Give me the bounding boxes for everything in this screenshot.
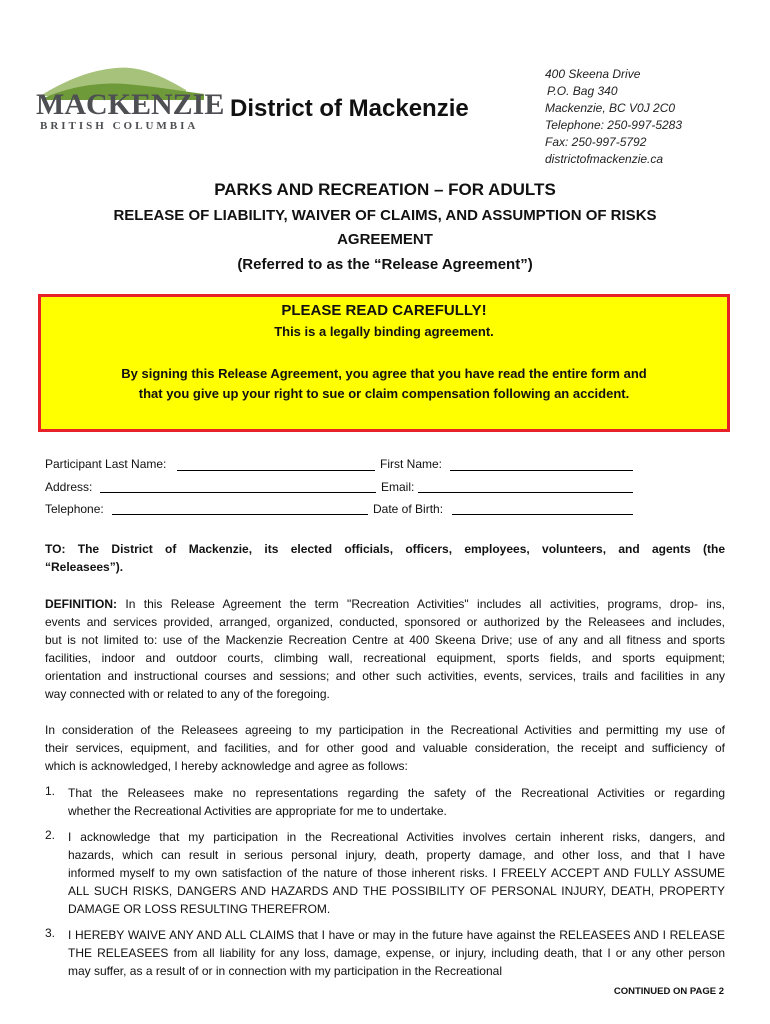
telephone-line: Telephone: 250-997-5283 [545, 118, 683, 132]
page-title: PARKS AND RECREATION – FOR ADULTS [214, 180, 556, 199]
address-label: Address: [45, 480, 93, 494]
telephone-label: Telephone: [45, 502, 104, 516]
definition-line: facilities, indoor and outdoor courts, climbing wall, recreational equipment, sports fields, and sports equipment; [45, 651, 725, 665]
district-name: District of Mackenzie [230, 95, 469, 122]
warning-line-1: By signing this Release Agreement, you agree that you have read the entire form and [121, 366, 647, 381]
definition-line: orientation and instructional courses and sessions; and other such activities, events, services, trails and facilities in any [45, 669, 725, 683]
address-line: 400 Skeena Drive [545, 67, 641, 81]
warning-heading: PLEASE READ CAREFULLY! [281, 302, 487, 319]
definition-line: events and services provided, arranged, organized, conducted, sponsored or authorized by the Releasees and includes, [45, 615, 725, 629]
website-link[interactable]: districtofmackenzie.ca [545, 152, 664, 166]
warning-line-2: that you give up your right to sue or claim compensation following an accident. [138, 386, 630, 401]
item-1-line: That the Releasees make no representations regarding the safety of the Recreational Activities or regarding [68, 786, 725, 800]
dob-label: Date of Birth: [373, 502, 444, 516]
to-line-1: TO: The District of Mackenzie, its elected officials, officers, employees, volunteers, and agents (the [45, 542, 725, 556]
referred-as: (Referred to as the “Release Agreement”) [237, 256, 533, 273]
item-2-line: I acknowledge that my participation in the Recreational Activities involves certain inherent risks, dangers, and [68, 830, 725, 844]
definition-line [45, 595, 725, 613]
item-3-line: THE RELEASEES from all liability for any loss, damage, expense, or injury, including death, that I or any other person [68, 946, 725, 960]
item-3-line: I HEREBY WAIVE ANY AND ALL CLAIMS that I have or may in the future have against the RELEASEES AND I RELEASE [68, 928, 725, 942]
address-field[interactable] [100, 492, 376, 493]
item-1-line: whether the Recreational Activities are appropriate for me to undertake. [68, 804, 447, 818]
mackenzie-logo [36, 60, 225, 136]
subtitle-line-2: AGREEMENT [337, 231, 433, 248]
item-2-line: ALL SUCH RISKS, DANGERS AND HAZARDS AND THE POSSIBILITY OF PERSONAL INJURY, DEATH, PROPERTY [68, 884, 725, 898]
address-block [545, 66, 682, 168]
telephone-field[interactable] [112, 514, 368, 515]
logo-subtitle: BRITISH COLUMBIA [40, 120, 199, 132]
to-line-2: “Releasees”). [45, 560, 124, 574]
subtitle-line-1: RELEASE OF LIABILITY, WAIVER OF CLAIMS, AND ASSUMPTION OF RISKS [113, 207, 657, 224]
consideration-line: In consideration of the Releasees agreeing to my participation in the Recreational Activities and permitting my use of [45, 723, 725, 737]
dob-field[interactable] [452, 514, 633, 515]
continued-note: CONTINUED ON PAGE 2 [613, 986, 724, 997]
item-number: 1. [45, 784, 56, 798]
consideration-line: which is acknowledged, I hereby acknowledge and agree as follows: [45, 759, 408, 773]
item-number: 3. [45, 926, 56, 940]
item-2-line: informed myself to my own satisfaction of the nature of those inherent risks. I FREELY ACCEPT AND FULLY ASSUME [68, 866, 725, 880]
consideration-line: their services, equipment, and facilities, and for other good and valuable consideration, the receipt and sufficiency of [45, 741, 725, 755]
first-name-label: First Name: [380, 457, 443, 471]
last-name-label: Participant Last Name: [45, 457, 167, 471]
warning-box [38, 294, 730, 432]
email-field[interactable] [418, 492, 633, 493]
definition-label: DEFINITION: [45, 597, 117, 611]
definition-line: way connected with or related to any of the foregoing. [45, 687, 330, 701]
definition-text: In this Release Agreement the term "Recreation Activities" includes all activities, programs, drop- ins, [117, 597, 725, 611]
email-label: Email: [381, 480, 415, 494]
item-number: 2. [45, 828, 56, 842]
definition-line: but is not limited to: use of the Mackenzie Recreation Centre at 400 Skeena Drive; use of any and all fitness and sports [45, 633, 725, 647]
logo-name: MACKENZIE [36, 88, 225, 121]
address-line: Mackenzie, BC V0J 2C0 [545, 101, 676, 115]
warning-binding: This is a legally binding agreement. [274, 324, 494, 339]
first-name-field[interactable] [450, 470, 633, 471]
item-2-line: hazards, which can result in serious personal injury, death, property damage, and other loss, and that I have [68, 848, 725, 862]
item-2-line: DAMAGE OR LOSS RESULTING THEREFROM. [68, 902, 331, 916]
last-name-field[interactable] [177, 470, 375, 471]
item-3-line: may suffer, as a result of or in connection with my participation in the Recreational [68, 964, 502, 978]
address-line: P.O. Bag 340 [547, 84, 618, 98]
fax-line: Fax: 250-997-5792 [545, 135, 647, 149]
